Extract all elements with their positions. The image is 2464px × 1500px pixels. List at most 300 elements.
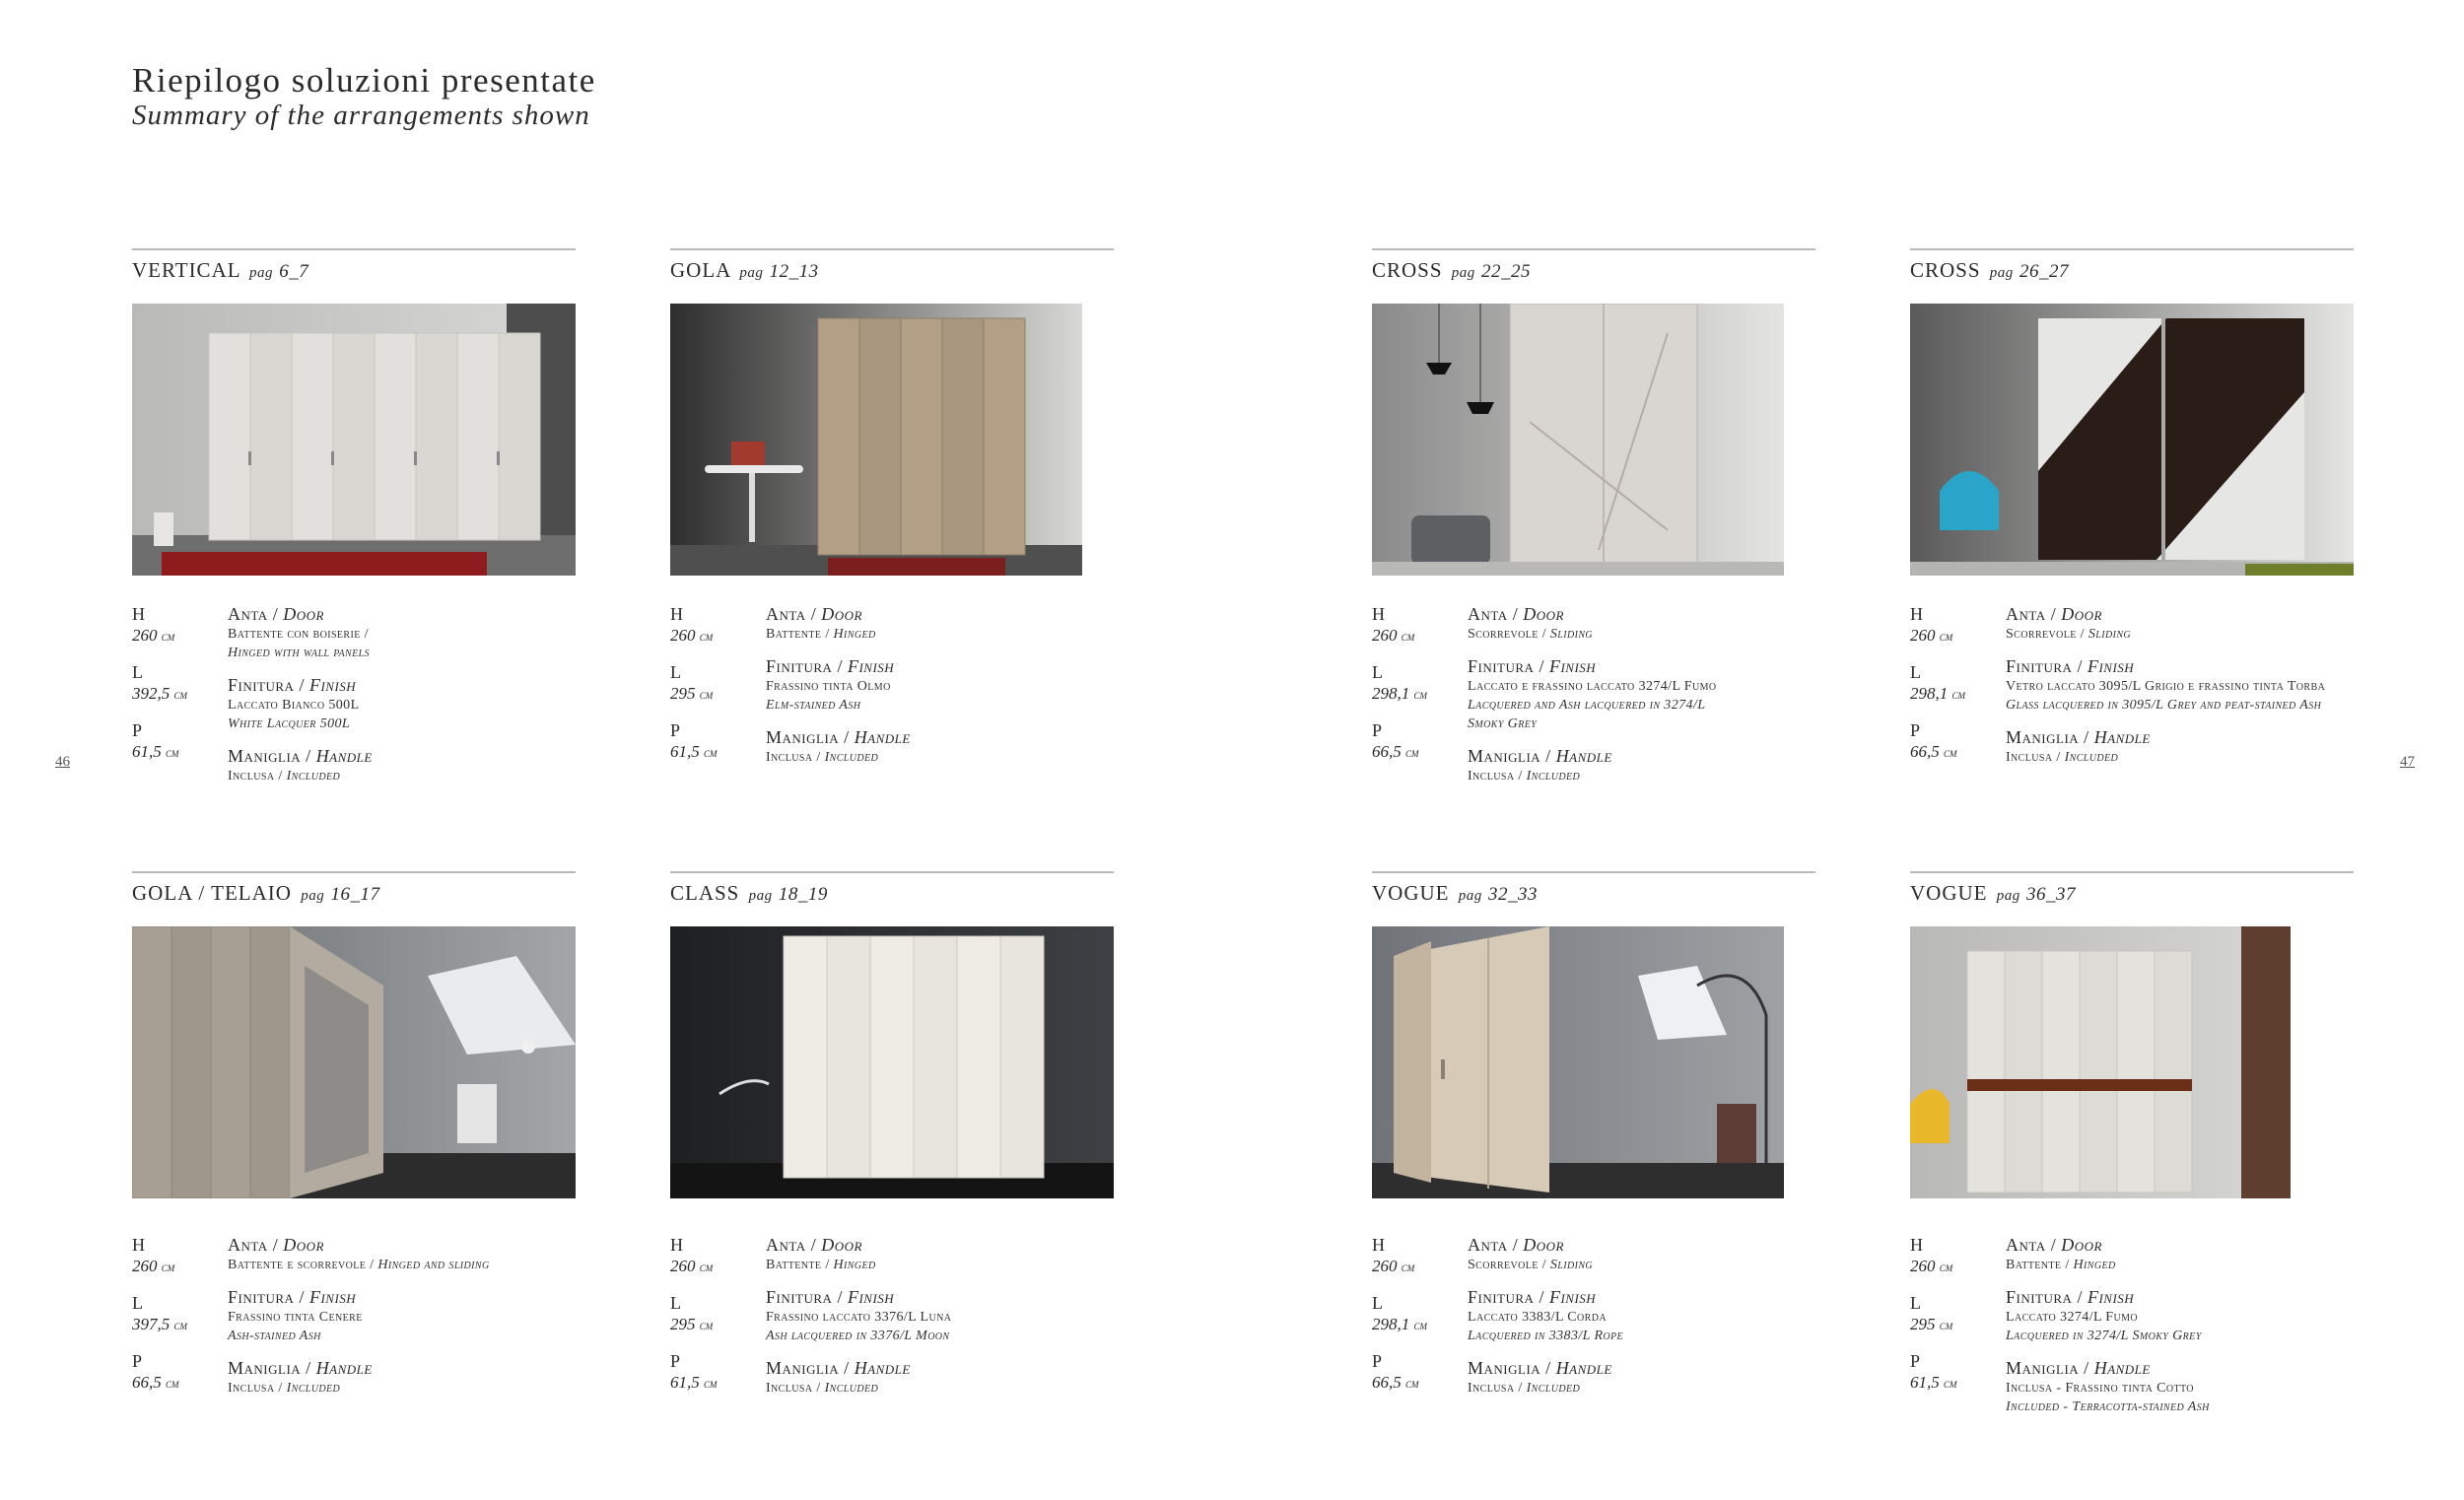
page-ref-number: 22_25 <box>1481 261 1532 282</box>
handle-label-en: Handle <box>315 746 373 766</box>
finish-group <box>2006 1286 2464 1345</box>
dimension-l-label: L <box>1372 1293 1383 1313</box>
dimensions <box>1910 603 1999 778</box>
door-label-it: Anta <box>2006 604 2046 624</box>
dimension-p-number: 61,5 <box>132 742 162 761</box>
dimension-h-label: H <box>1372 1235 1385 1255</box>
unit-label: cm <box>173 687 187 702</box>
page-ref-label: pag <box>1451 265 1475 281</box>
dimension-l-value <box>670 683 759 706</box>
dimension-h-number: 260 <box>670 626 696 645</box>
door-label-en: Door <box>283 604 324 624</box>
door-label-en: Door <box>1523 604 1564 624</box>
spec-value-translation: Smoky Grey <box>1468 716 1538 731</box>
dimension-h-value <box>670 1256 759 1278</box>
finish-group <box>2006 655 2464 715</box>
spec-value-text: Inclusa / <box>228 769 287 784</box>
handle-label-en: Handle <box>854 1358 911 1378</box>
dimension-h-label: H <box>1372 604 1385 624</box>
unit-label: cm <box>1405 745 1419 760</box>
spec-value-translation: Lacquered in 3383/L Rope <box>1468 1329 1624 1343</box>
dimension-h-label: H <box>670 1235 683 1255</box>
spec-value-text: Sliding <box>2088 627 2132 642</box>
dimension-l-value <box>132 1314 221 1336</box>
spec-value-translation: Lacquered in 3274/L Smoky Grey <box>2006 1329 2202 1343</box>
dimension-p-value <box>132 1372 221 1395</box>
spec-value-text: Battente / <box>2006 1258 2074 1272</box>
dimension-h-label: H <box>132 1235 145 1255</box>
dimension-h-value <box>132 625 221 648</box>
section-rule <box>1910 871 2354 873</box>
spec-value-translation: Ash-stained Ash <box>228 1329 321 1343</box>
label-separator: / <box>267 604 284 624</box>
finish-label-en: Finish <box>2087 656 2135 676</box>
dimension-l-label: L <box>132 1293 143 1313</box>
handle-label <box>766 726 1377 748</box>
dimension-l-label: L <box>1372 662 1383 682</box>
door-label-it: Anta <box>1468 1235 1508 1255</box>
spec-value: Frassino tinta Cenere <box>228 1310 363 1325</box>
arrangement-card <box>132 871 576 1396</box>
handle-label-it: Maniglia <box>2006 727 2080 747</box>
dimensions <box>1910 1234 1999 1408</box>
spec-value: Laccato Bianco 500L <box>228 698 360 713</box>
dimension-p-number: 61,5 <box>1910 1373 1940 1392</box>
dimension-p-label: P <box>1910 720 1921 740</box>
dimension-h-number: 260 <box>132 626 158 645</box>
arrangement-heading <box>1372 258 1815 283</box>
page-ref-label: pag <box>1458 888 1482 904</box>
arrangement-name: CROSS <box>1910 258 1981 282</box>
arrangement-heading <box>1910 258 2354 283</box>
finish-label-en: Finish <box>847 656 895 676</box>
dimension-l-number: 298,1 <box>1372 1315 1410 1333</box>
arrangement-heading <box>670 258 1114 283</box>
dimension-l-number: 295 <box>670 684 696 703</box>
section-rule <box>670 871 1114 873</box>
finish-label-it: Finitura <box>2006 656 2073 676</box>
handle-label-it: Maniglia <box>766 727 840 747</box>
section-rule <box>1372 871 1815 873</box>
page-ref-label: pag <box>739 265 764 281</box>
dimension-h-label: H <box>670 604 683 624</box>
dimension-p-label: P <box>1372 1351 1383 1371</box>
dimension-p-number: 61,5 <box>670 742 700 761</box>
page-title: Riepilogo soluzioni presentate <box>132 61 596 100</box>
handle-group <box>766 1357 1377 1398</box>
label-separator: / <box>2045 1235 2062 1255</box>
label-separator: / <box>2045 604 2062 624</box>
page-title-block <box>132 61 596 132</box>
arrangement-heading <box>1372 881 1815 906</box>
spec-value <box>2006 748 2464 767</box>
unit-label: cm <box>1401 1260 1415 1274</box>
spec-value-translation: Elm-stained Ash <box>766 698 861 713</box>
dimension-l-number: 298,1 <box>1372 684 1410 703</box>
door-label-en: Door <box>821 604 862 624</box>
dimension-h-label: H <box>1910 1235 1923 1255</box>
arrangement-name: GOLA / TELAIO <box>132 881 292 905</box>
unit-label: cm <box>699 1318 714 1332</box>
dimension-p-number: 61,5 <box>670 1373 700 1392</box>
wardrobe-photo <box>670 926 1114 1198</box>
spec-value-text: Inclusa / <box>2006 750 2065 765</box>
door-label-en: Door <box>1523 1235 1564 1255</box>
spec-value: Battente con boiserie / <box>228 627 369 642</box>
handle-label-en: Handle <box>2093 1358 2151 1378</box>
dimension-l-label: L <box>670 662 681 682</box>
spec-value-text: Hinged <box>833 1258 876 1272</box>
door-group <box>2006 603 2464 644</box>
page-ref-number: 18_19 <box>778 884 828 905</box>
spec-details <box>2006 603 2464 779</box>
unit-label: cm <box>166 745 179 760</box>
handle-label-en: Handle <box>2093 727 2151 747</box>
page-ref-number: 26_27 <box>2019 261 2070 282</box>
spec-value-text: Inclusa / <box>766 750 825 765</box>
unit-label: cm <box>161 629 175 644</box>
spec-value-translation: Included - Terracotta-stained Ash <box>2006 1399 2210 1414</box>
unit-label: cm <box>173 1318 187 1332</box>
label-separator: / <box>301 1358 316 1378</box>
dimension-p-label: P <box>1910 1351 1921 1371</box>
dimension-h-number: 260 <box>1372 626 1398 645</box>
finish-label-en: Finish <box>308 1287 357 1307</box>
unit-label: cm <box>166 1376 179 1391</box>
arrangement-card <box>1372 871 1815 1396</box>
dimension-h-value <box>670 625 759 648</box>
finish-label-it: Finitura <box>766 656 833 676</box>
handle-label-en: Handle <box>854 727 911 747</box>
handle-group <box>2006 1357 2464 1416</box>
dimension-h-number: 260 <box>132 1257 158 1275</box>
spec-value-text: Hinged <box>833 627 876 642</box>
handle-label-it: Maniglia <box>228 746 302 766</box>
unit-label: cm <box>699 629 714 644</box>
spec-value-text: Inclusa / <box>766 1381 825 1396</box>
finish-label-it: Finitura <box>228 1287 295 1307</box>
dimension-l-number: 295 <box>1910 1315 1936 1333</box>
dimension-h-value <box>1910 625 1999 648</box>
spec-value <box>766 1256 1377 1274</box>
arrangement-heading <box>132 881 576 906</box>
spec-value-text: Included <box>286 1381 341 1396</box>
dimension-p-value <box>1910 741 1999 764</box>
page-number-right: 47 <box>2400 754 2415 770</box>
spec-value-text: Battente / <box>766 627 834 642</box>
finish-label-it: Finitura <box>1468 656 1535 676</box>
label-separator: / <box>805 604 822 624</box>
arrangement-card <box>1372 248 1815 784</box>
handle-label <box>2006 1357 2464 1379</box>
finish-label-it: Finitura <box>1468 1287 1535 1307</box>
dimension-h-label: H <box>132 604 145 624</box>
wardrobe-photo <box>132 304 576 576</box>
label-separator: / <box>1507 604 1524 624</box>
finish-label-en: Finish <box>308 675 357 695</box>
finish-group <box>766 655 1377 715</box>
spec-value: Laccato e frassino laccato 3274/L Fumo <box>1468 679 1717 694</box>
arrangement-card <box>1910 871 2354 1414</box>
spec-value <box>2006 1256 2464 1274</box>
page-number-left: 46 <box>55 754 70 770</box>
page-ref-label: pag <box>301 888 325 904</box>
dimension-l-value <box>670 1314 759 1336</box>
dimension-p-number: 66,5 <box>1372 742 1402 761</box>
door-label-en: Door <box>821 1235 862 1255</box>
wardrobe-photo <box>670 304 1082 576</box>
dimension-p-value <box>670 741 759 764</box>
dimension-l-value <box>132 683 221 706</box>
spec-value-text: Inclusa / <box>228 1381 287 1396</box>
dimension-l-number: 295 <box>670 1315 696 1333</box>
dimension-p-label: P <box>670 720 681 740</box>
dimensions <box>1372 1234 1461 1408</box>
finish-label-it: Finitura <box>228 675 295 695</box>
arrangement-heading <box>1910 881 2354 906</box>
unit-label: cm <box>1944 745 1957 760</box>
spec-value-text: Included <box>824 750 879 765</box>
finish-label-en: Finish <box>1548 656 1597 676</box>
spec-value-text: Hinged and sliding <box>377 1258 490 1272</box>
finish-label <box>2006 655 2464 677</box>
arrangement-heading <box>132 258 576 283</box>
handle-label-it: Maniglia <box>228 1358 302 1378</box>
spec-value: Inclusa - Frassino tinta Cotto <box>2006 1381 2194 1396</box>
finish-label-it: Finitura <box>766 1287 833 1307</box>
arrangement-card <box>670 871 1114 1396</box>
spec-value-translation: Hinged with wall panels <box>228 646 370 660</box>
label-separator: / <box>839 1358 855 1378</box>
label-separator: / <box>805 1235 822 1255</box>
dimension-l-number: 392,5 <box>132 684 171 703</box>
dimension-h-value <box>1372 1256 1461 1278</box>
wardrobe-photo <box>1910 926 2291 1198</box>
door-group <box>766 603 1377 644</box>
door-label-en: Door <box>2061 604 2102 624</box>
wardrobe-photo <box>1372 304 1784 576</box>
door-group <box>2006 1234 2464 1274</box>
unit-label: cm <box>699 687 714 702</box>
label-separator: / <box>2079 1358 2094 1378</box>
dimension-h-value <box>132 1256 221 1278</box>
unit-label: cm <box>1939 1318 1953 1332</box>
label-separator: / <box>2072 656 2088 676</box>
handle-label-it: Maniglia <box>1468 746 1541 766</box>
unit-label: cm <box>1405 1376 1419 1391</box>
spec-value-translation: Lacquered and Ash lacquered in 3274/L <box>1468 698 1706 713</box>
dimension-h-number: 260 <box>1910 1257 1936 1275</box>
label-separator: / <box>294 675 309 695</box>
dimension-h-number: 260 <box>1910 626 1936 645</box>
arrangement-name: GOLA <box>670 258 731 282</box>
finish-label-it: Finitura <box>2006 1287 2073 1307</box>
dimension-p-value <box>132 741 221 764</box>
label-separator: / <box>1507 1235 1524 1255</box>
dimension-p-number: 66,5 <box>1910 742 1940 761</box>
handle-group <box>2006 726 2464 767</box>
spec-value: Vetro laccato 3095/L Grigio e frassino tinta Torba <box>2006 679 2326 694</box>
spec-value: Laccato 3383/L Corda <box>1468 1310 1607 1325</box>
spec-details <box>766 603 1377 779</box>
dimension-h-value <box>1910 1256 1999 1278</box>
finish-label <box>766 1286 1377 1308</box>
spec-value-translation: Ash lacquered in 3376/L Moon <box>766 1329 950 1343</box>
wardrobe-photo <box>1910 304 2354 576</box>
door-label-it: Anta <box>1468 604 1508 624</box>
spec-value <box>766 1379 1377 1398</box>
unit-label: cm <box>1944 1376 1957 1391</box>
spec-value-text: Battente / <box>766 1258 834 1272</box>
spec-value: Frassino laccato 3376/L Luna <box>766 1310 952 1325</box>
handle-group <box>766 726 1377 767</box>
unit-label: cm <box>1951 687 1965 702</box>
section-rule <box>132 871 576 873</box>
dimension-p-value <box>1910 1372 1999 1395</box>
label-separator: / <box>2079 727 2094 747</box>
unit-label: cm <box>704 1376 718 1391</box>
unit-label: cm <box>161 1260 175 1274</box>
unit-label: cm <box>1413 687 1427 702</box>
finish-label <box>766 655 1377 677</box>
door-label-it: Anta <box>228 604 268 624</box>
label-separator: / <box>832 656 848 676</box>
arrangement-name: VOGUE <box>1372 881 1450 905</box>
spec-value-text: Scorrevole / <box>2006 627 2088 642</box>
arrangement-name: CLASS <box>670 881 740 905</box>
label-separator: / <box>301 746 316 766</box>
label-separator: / <box>1534 656 1549 676</box>
page-ref-number: 6_7 <box>279 261 309 282</box>
door-label <box>766 603 1377 625</box>
spec-value-translation: White Lacquer 500L <box>228 716 351 731</box>
handle-label-en: Handle <box>1555 1358 1612 1378</box>
section-rule <box>132 248 576 250</box>
spec-value-text: Sliding <box>1549 627 1594 642</box>
spec-value-text: Included <box>1526 1381 1581 1396</box>
spec-details <box>2006 1234 2464 1428</box>
finish-group <box>766 1286 1377 1345</box>
handle-label-en: Handle <box>315 1358 373 1378</box>
dimensions <box>132 603 221 778</box>
dimensions <box>132 1234 221 1408</box>
unit-label: cm <box>1939 1260 1953 1274</box>
spec-value-text: Included <box>286 769 341 784</box>
dimension-p-label: P <box>132 1351 143 1371</box>
page-ref-label: pag <box>1996 888 2020 904</box>
label-separator: / <box>832 1287 848 1307</box>
spec-value-text: Included <box>824 1381 879 1396</box>
arrangement-name: CROSS <box>1372 258 1443 282</box>
arrangement-heading <box>670 881 1114 906</box>
door-label-it: Anta <box>228 1235 268 1255</box>
door-label-en: Door <box>2061 1235 2102 1255</box>
door-label <box>766 1234 1377 1256</box>
page-ref-number: 12_13 <box>769 261 819 282</box>
unit-label: cm <box>1413 1318 1427 1332</box>
section-rule <box>1910 248 2354 250</box>
page-ref-label: pag <box>748 888 773 904</box>
handle-label-it: Maniglia <box>766 1358 840 1378</box>
unit-label: cm <box>1939 629 1953 644</box>
page-ref-number: 32_33 <box>1488 884 1538 905</box>
handle-label <box>766 1357 1377 1379</box>
dimensions <box>670 603 759 778</box>
arrangement-card <box>670 248 1114 765</box>
arrangement-name: VOGUE <box>1910 881 1988 905</box>
spec-value: Laccato 3274/L Fumo <box>2006 1310 2139 1325</box>
dimensions <box>1372 603 1461 778</box>
label-separator: / <box>1534 1287 1549 1307</box>
label-separator: / <box>2072 1287 2088 1307</box>
spec-value-text: Battente e scorrevole / <box>228 1258 378 1272</box>
dimension-l-number: 298,1 <box>1910 684 1949 703</box>
dimension-l-label: L <box>1910 662 1921 682</box>
dimension-p-number: 66,5 <box>132 1373 162 1392</box>
label-separator: / <box>1540 1358 1556 1378</box>
dimension-h-value <box>1372 625 1461 648</box>
finish-label-en: Finish <box>1548 1287 1597 1307</box>
door-label-en: Door <box>283 1235 324 1255</box>
dimension-p-value <box>1372 741 1461 764</box>
door-label-it: Anta <box>766 1235 806 1255</box>
wardrobe-photo <box>132 926 576 1198</box>
wardrobe-photo <box>1372 926 1784 1198</box>
page-ref-number: 16_17 <box>330 884 380 905</box>
spec-value-text: Inclusa / <box>1468 1381 1527 1396</box>
dimension-p-label: P <box>132 720 143 740</box>
door-label <box>2006 603 2464 625</box>
unit-label: cm <box>1401 629 1415 644</box>
dimension-h-number: 260 <box>670 1257 696 1275</box>
handle-label-en: Handle <box>1555 746 1612 766</box>
finish-label-en: Finish <box>847 1287 895 1307</box>
dimension-l-label: L <box>670 1293 681 1313</box>
finish-label <box>2006 1286 2464 1308</box>
section-rule <box>1372 248 1815 250</box>
handle-label-it: Maniglia <box>1468 1358 1541 1378</box>
door-label-it: Anta <box>766 604 806 624</box>
door-label-it: Anta <box>2006 1235 2046 1255</box>
spec-value-text: Scorrevole / <box>1468 627 1550 642</box>
spec-value <box>766 625 1377 644</box>
unit-label: cm <box>704 745 718 760</box>
dimension-p-value <box>1372 1372 1461 1395</box>
dimension-l-label: L <box>132 662 143 682</box>
finish-label-en: Finish <box>2087 1287 2135 1307</box>
spec-value-translation: Glass lacquered in 3095/L Grey and peat-stained Ash <box>2006 698 2322 713</box>
arrangement-card <box>1910 248 2354 765</box>
spec-value <box>766 748 1377 767</box>
dimension-l-number: 397,5 <box>132 1315 171 1333</box>
dimension-l-value <box>1910 683 1999 706</box>
section-rule <box>670 248 1114 250</box>
arrangement-name: VERTICAL <box>132 258 240 282</box>
page-ref-number: 36_37 <box>2026 884 2076 905</box>
spec-value-text: Included <box>1526 769 1581 784</box>
spec-value-text: Hinged <box>2073 1258 2116 1272</box>
spec-value-text: Sliding <box>1549 1258 1594 1272</box>
handle-label-it: Maniglia <box>2006 1358 2080 1378</box>
dimension-l-label: L <box>1910 1293 1921 1313</box>
spec-value-text: Scorrevole / <box>1468 1258 1550 1272</box>
dimension-h-number: 260 <box>1372 1257 1398 1275</box>
door-group <box>766 1234 1377 1274</box>
label-separator: / <box>1540 746 1556 766</box>
label-separator: / <box>294 1287 309 1307</box>
dimension-p-number: 66,5 <box>1372 1373 1402 1392</box>
dimension-l-value <box>1372 1314 1461 1336</box>
